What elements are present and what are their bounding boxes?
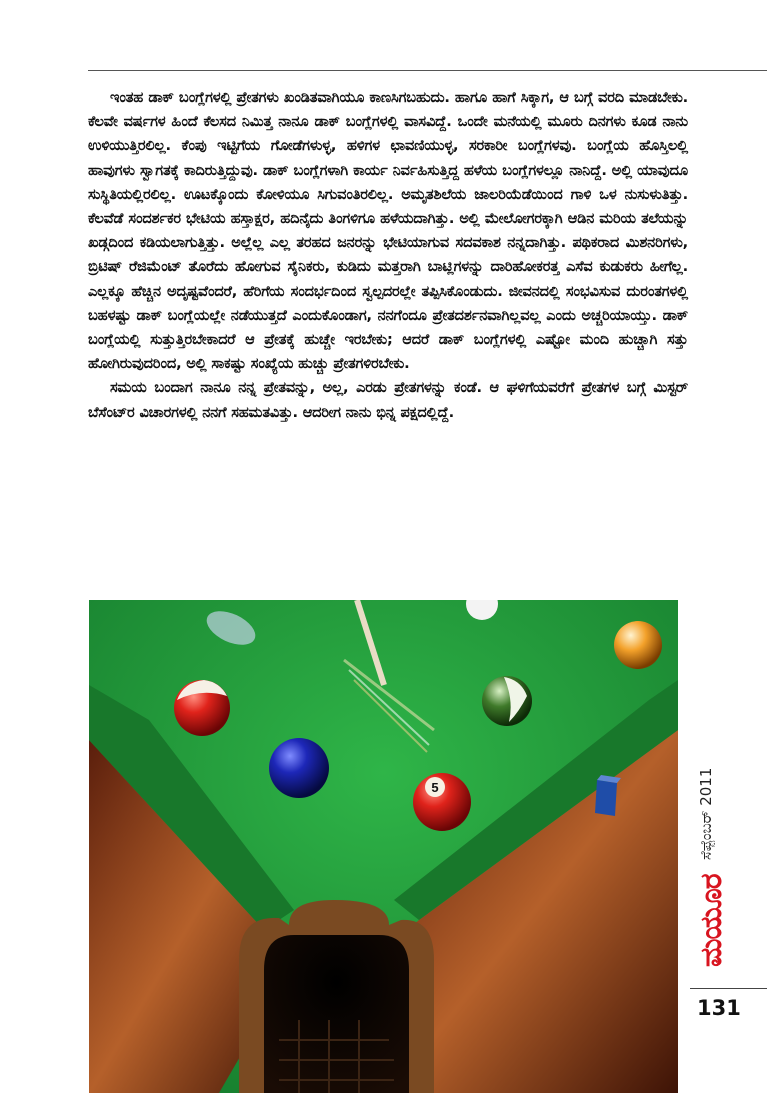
- billiards-photo: [89, 600, 678, 1093]
- issue-date: ಸೆಪ್ಟೆಂಬರ್ 2011: [697, 767, 715, 860]
- pocket-hole: [264, 935, 409, 1093]
- top-rule: [88, 70, 767, 71]
- magazine-logo: ಮಯೂರ: [694, 874, 729, 968]
- blue-ball: [269, 738, 329, 798]
- sidebar-rule: [690, 988, 767, 989]
- ball-number: 5: [431, 780, 439, 795]
- chalk-cube: [595, 780, 617, 816]
- paragraph-2: ಸಮಯ ಬಂದಾಗ ನಾನೂ ನನ್ನ ಪ್ರೇತವನ್ನು, ಅಲ್ಲ, ಎರಡು ಪ್ರೇತಗಳನ್ನು ಕಂಡೆ. ಆ ಘಳಿಗೆಯವರೆಗೆ ಪ್ರೇತಗಳ ಬಗ್ಗೆ ಮಿಸ್ಟರ್ ಬೆಸೆಂಟ್‌ರ ವಿಚಾರಗಳಲ್ಲಿ ನನಗೆ ಸಹಮತವಿತ್ತು. ಆದರೀಗ ನಾನು ಭಿನ್ನ ಪಕ್ಷದಲ್ಲಿದ್ದೆ.: [88, 379, 688, 421]
- paragraph-1: ಇಂತಹ ಡಾಕ್ ಬಂಗ್ಲೆಗಳಲ್ಲಿ ಪ್ರೇತಗಳು ಖಂಡಿತವಾಗಿಯೂ ಕಾಣಸಿಗಬಹುದು. ಹಾಗೂ ಹಾಗೆ ಸಿಕ್ಕಾಗ, ಆ ಬಗ್ಗೆ ವರದಿ ಮಾಡಬೇಕು. ಕೆಲವೇ ವರ್ಷಗಳ ಹಿಂದೆ ಕೆಲಸದ ನಿಮಿತ್ತ ನಾನೂ ಡಾಕ್ ಬಂಗ್ಲೆಗಳಲ್ಲಿ ವಾಸವಿದ್ದೆ. ಒಂದೇ ಮನೆಯಲ್ಲಿ ಮೂರು ದಿನಗಳು ಕೂಡ ನಾನು ಉಳಿಯುತ್ತಿರಲಿಲ್ಲ. ಕೆಂಪು ಇಟ್ಟಿಗೆಯ ಗೋಡೆಗಳುಳ್ಳ, ಹಳಿಗಳ ಛಾವಣಿಯುಳ್ಳ, ಸರಕಾರೀ ಬಂಗ್ಲೆಗಳವು. ಬಂಗ್ಲೆಯ ಹೊಸ್ತಿಲಲ್ಲಿ ಹಾವುಗಳು ಸ್ವಾಗತಕ್ಕೆ ಕಾದಿರುತ್ತಿದ್ದುವು. ಡಾಕ್ ಬಂಗ್ಲೆಗಳಾಗಿ ಕಾರ್ಯ ನಿರ್ವಹಿಸುತ್ತಿದ್ದ ಹಳೆಯ ಬಂಗ್ಲೆಗಳಲ್ಲೂ ನಾನಿದ್ದೆ. ಅಲ್ಲಿ ಯಾವುದೂ ಸುಸ್ಥಿತಿಯಲ್ಲಿರಲಿಲ್ಲ. ಊಟಕ್ಕೊಂದು ಕೋಳಿಯೂ ಸಿಗುವಂತಿರಲಿಲ್ಲ. ಅಮೃತಶಿಲೆಯ ಜಾಲರಿಯೆಡೆಯಿಂದ ಗಾಳಿ ಒಳ ನುಸುಳುತಿತ್ತು. ಕೆಲವೆಡೆ ಸಂದರ್ಶಕರ ಭೇಟಿಯ ಹಸ್ತಾಕ್ಷರ, ಹದಿನೈದು ತಿಂಗಳಿಗೂ ಹಳೆಯದಾಗಿತ್ತು. ಅಲ್ಲಿ ಮೇಲೋಗರಕ್ಕಾಗಿ ಆಡಿನ ಮರಿಯ ತಲೆಯನ್ನು ಖಡ್ಗದಿಂದ ಕಡಿಯಲಾಗುತ್ತಿತ್ತು. ಅಲ್ಲೆಲ್ಲ ಎಲ್ಲ ತರಹದ ಜನರನ್ನು ಭೇಟಿಯಾಗುವ ಸದವಕಾಶ ನನ್ನದಾಗಿತ್ತು. ಪಥಿಕರಾದ ಮಿಶನರಿಗಳು, ಬ್ರಿಟಿಷ್ ರೆಜಿಮೆಂಟ್ ತೊರೆದು ಹೋಗುವ ಸೈನಿಕರು, ಕುಡಿದು ಮತ್ತರಾಗಿ ಬಾಟ್ಲಿಗಳನ್ನು ದಾರಿಹೋಕರತ್ತ ಎಸೆವ ಕುಡುಕರು ಹೀಗೆಲ್ಲ. ಎಲ್ಲಕ್ಕೂ ಹೆಚ್ಚಿನ ಅದೃಷ್ಟವೆಂದರೆ, ಹೆರಿಗೆಯ ಸಂದರ್ಭದಿಂದ ಸ್ವಲ್ಪದರಲ್ಲೇ ತಪ್ಪಿಸಿಕೊಂಡುದು. ಜೀವನದಲ್ಲಿ ಸಂಭವಿಸುವ ದುರಂತಗಳಲ್ಲಿ ಬಹಳಷ್ಟು ಡಾಕ್ ಬಂಗ್ಲೆಯಲ್ಲೇ ನಡೆಯುತ್ತದೆ ಎಂದುಕೊಂಡಾಗ, ನನಗೆಂದೂ ಪ್ರೇತದರ್ಶನವಾಗಿಲ್ಲವಲ್ಲ ಎಂದು ಅಚ್ಚರಿಯಾಯ್ತು. ಡಾಕ್ ಬಂಗ್ಲೆಯಲ್ಲಿ ಸುತ್ತುತ್ತಿರಬೇಕಾದರೆ ಆ ಪ್ರೇತಕ್ಕೆ ಹುಚ್ಚೇ ಇರಬೇಕು; ಆದರೆ ಡಾಕ್ ಬಂಗ್ಲೆಗಳಲ್ಲಿ ಎಷ್ಟೋ ಮಂದಿ ಹುಚ್ಚಾಗಿ ಸತ್ತು ಹೋಗಿರುವುದರಿಂದ, ಅಲ್ಲಿ ಸಾಕಷ್ಟು ಸಂಖ್ಯೆಯ ಹುಚ್ಚು ಪ್ರೇತಗಳಿರಬೇಕು.: [88, 89, 688, 373]
- page-number: 131: [697, 996, 741, 1020]
- article-body: [88, 86, 688, 425]
- orange-ball: [614, 621, 662, 669]
